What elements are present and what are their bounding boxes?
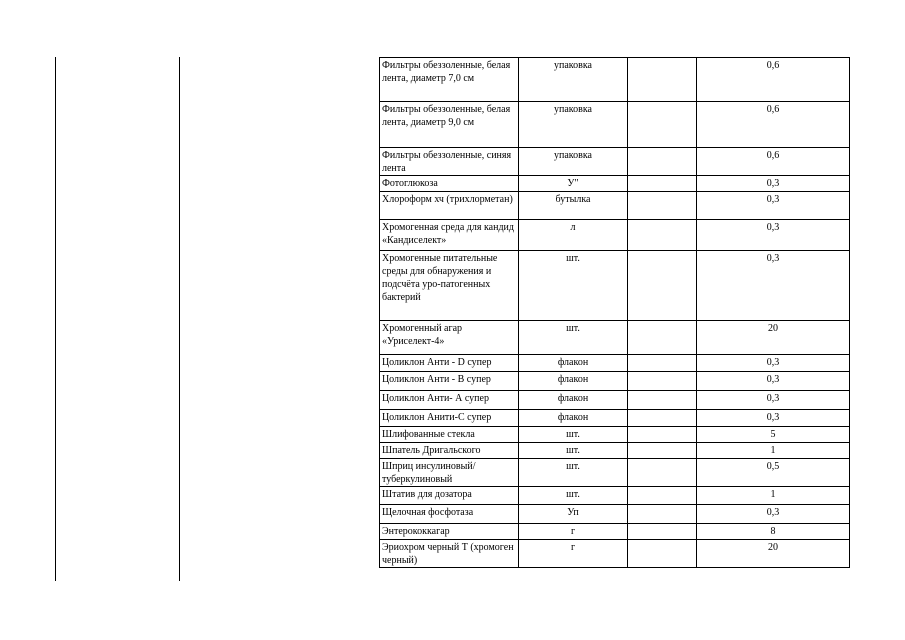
quantity-cell: 0,3 <box>697 355 850 372</box>
quantity-cell: 1 <box>697 443 850 459</box>
table-row <box>380 391 850 410</box>
item-name-cell: Хромогенные питательные среды для обнаружения и подсчёта уро-патогенных бактерий <box>380 251 519 321</box>
item-name-cell: Хлороформ хч (трихлорметан) <box>380 192 519 220</box>
quantity-cell: 1 <box>697 487 850 505</box>
quantity-cell: 0,3 <box>697 220 850 251</box>
item-name-cell: Фильтры обеззоленные, белая лента, диаметр 9,0 см <box>380 102 519 148</box>
quantity-cell: 0,3 <box>697 192 850 220</box>
item-name-cell: Шпатель Дригальского <box>380 443 519 459</box>
unit-cell: флакон <box>519 391 628 410</box>
extra-cell <box>628 102 697 148</box>
extra-cell <box>628 427 697 443</box>
unit-cell: шт. <box>519 487 628 505</box>
item-name-cell: Цоликлон Анти - В супер <box>380 372 519 391</box>
unit-cell: флакон <box>519 372 628 391</box>
unit-cell: шт. <box>519 427 628 443</box>
extra-cell <box>628 372 697 391</box>
item-name-cell: Цоликлон Анти- А супер <box>380 391 519 410</box>
table-row <box>380 459 850 487</box>
quantity-cell: 0,5 <box>697 459 850 487</box>
table-row <box>380 540 850 568</box>
extra-cell <box>628 321 697 355</box>
extra-cell <box>628 220 697 251</box>
extra-cell <box>628 505 697 524</box>
item-name-cell: Шприц инсулиновый/ туберкулиновый <box>380 459 519 487</box>
table-row <box>380 220 850 251</box>
item-name-cell: Шлифованные стекла <box>380 427 519 443</box>
item-name-cell: Хромогенная среда для кандид «Кандиселект» <box>380 220 519 251</box>
item-name-cell: Хромогенный агар «Уриселект-4» <box>380 321 519 355</box>
extra-cell <box>628 540 697 568</box>
table-row <box>380 410 850 427</box>
table-row <box>380 487 850 505</box>
table-row <box>380 192 850 220</box>
unit-cell: упаковка <box>519 148 628 176</box>
unit-cell: флакон <box>519 355 628 372</box>
unit-cell: шт. <box>519 251 628 321</box>
extra-cell <box>628 148 697 176</box>
item-name-cell: Эриохром черный Т (хромоген черный) <box>380 540 519 568</box>
quantity-cell: 0,6 <box>697 58 850 102</box>
table-row <box>380 148 850 176</box>
quantity-cell: 0,6 <box>697 148 850 176</box>
item-name-cell: Щелочная фосфотаза <box>380 505 519 524</box>
quantity-cell: 0,6 <box>697 102 850 148</box>
unit-cell: флакон <box>519 410 628 427</box>
quantity-cell: 0,3 <box>697 505 850 524</box>
item-name-cell: Энтерококкагар <box>380 524 519 540</box>
extra-cell <box>628 410 697 427</box>
quantity-cell: 20 <box>697 540 850 568</box>
extra-cell <box>628 524 697 540</box>
extra-cell <box>628 487 697 505</box>
quantity-cell: 20 <box>697 321 850 355</box>
extra-cell <box>628 355 697 372</box>
table-row <box>380 58 850 102</box>
unit-cell: У" <box>519 176 628 192</box>
table-row <box>380 321 850 355</box>
item-name-cell: Фотоглюкоза <box>380 176 519 192</box>
table-row <box>380 372 850 391</box>
unit-cell: шт. <box>519 443 628 459</box>
extra-cell <box>628 459 697 487</box>
table-row <box>380 524 850 540</box>
unit-cell: л <box>519 220 628 251</box>
unit-cell: г <box>519 540 628 568</box>
unit-cell: Уп <box>519 505 628 524</box>
table-row <box>380 102 850 148</box>
unit-cell: г <box>519 524 628 540</box>
quantity-cell: 5 <box>697 427 850 443</box>
table-row <box>380 427 850 443</box>
unit-cell: шт. <box>519 321 628 355</box>
quantity-cell: 0,3 <box>697 251 850 321</box>
unit-cell: упаковка <box>519 58 628 102</box>
unit-cell: шт. <box>519 459 628 487</box>
table-row <box>380 443 850 459</box>
item-name-cell: Цоликлон Анти - D супер <box>380 355 519 372</box>
quantity-cell: 0,3 <box>697 176 850 192</box>
extra-cell <box>628 443 697 459</box>
unit-cell: бутылка <box>519 192 628 220</box>
left-table-border-line <box>55 57 56 581</box>
table-row <box>380 176 850 192</box>
extra-cell <box>628 192 697 220</box>
quantity-cell: 0,3 <box>697 391 850 410</box>
extra-cell <box>628 251 697 321</box>
unit-cell: упаковка <box>519 102 628 148</box>
supplies-table-body <box>380 58 850 568</box>
extra-cell <box>628 176 697 192</box>
quantity-cell: 0,3 <box>697 410 850 427</box>
item-name-cell: Фильтры обеззоленные, белая лента, диаметр 7,0 см <box>380 58 519 102</box>
left-table-column-line <box>179 57 180 581</box>
table-row <box>380 505 850 524</box>
quantity-cell: 8 <box>697 524 850 540</box>
item-name-cell: Фильтры обеззоленные, синяя лента <box>380 148 519 176</box>
extra-cell <box>628 391 697 410</box>
table-row <box>380 251 850 321</box>
quantity-cell: 0,3 <box>697 372 850 391</box>
item-name-cell: Цоликлон Анити-С супер <box>380 410 519 427</box>
table-row <box>380 355 850 372</box>
extra-cell <box>628 58 697 102</box>
supplies-table <box>379 57 850 568</box>
item-name-cell: Штатив для дозатора <box>380 487 519 505</box>
